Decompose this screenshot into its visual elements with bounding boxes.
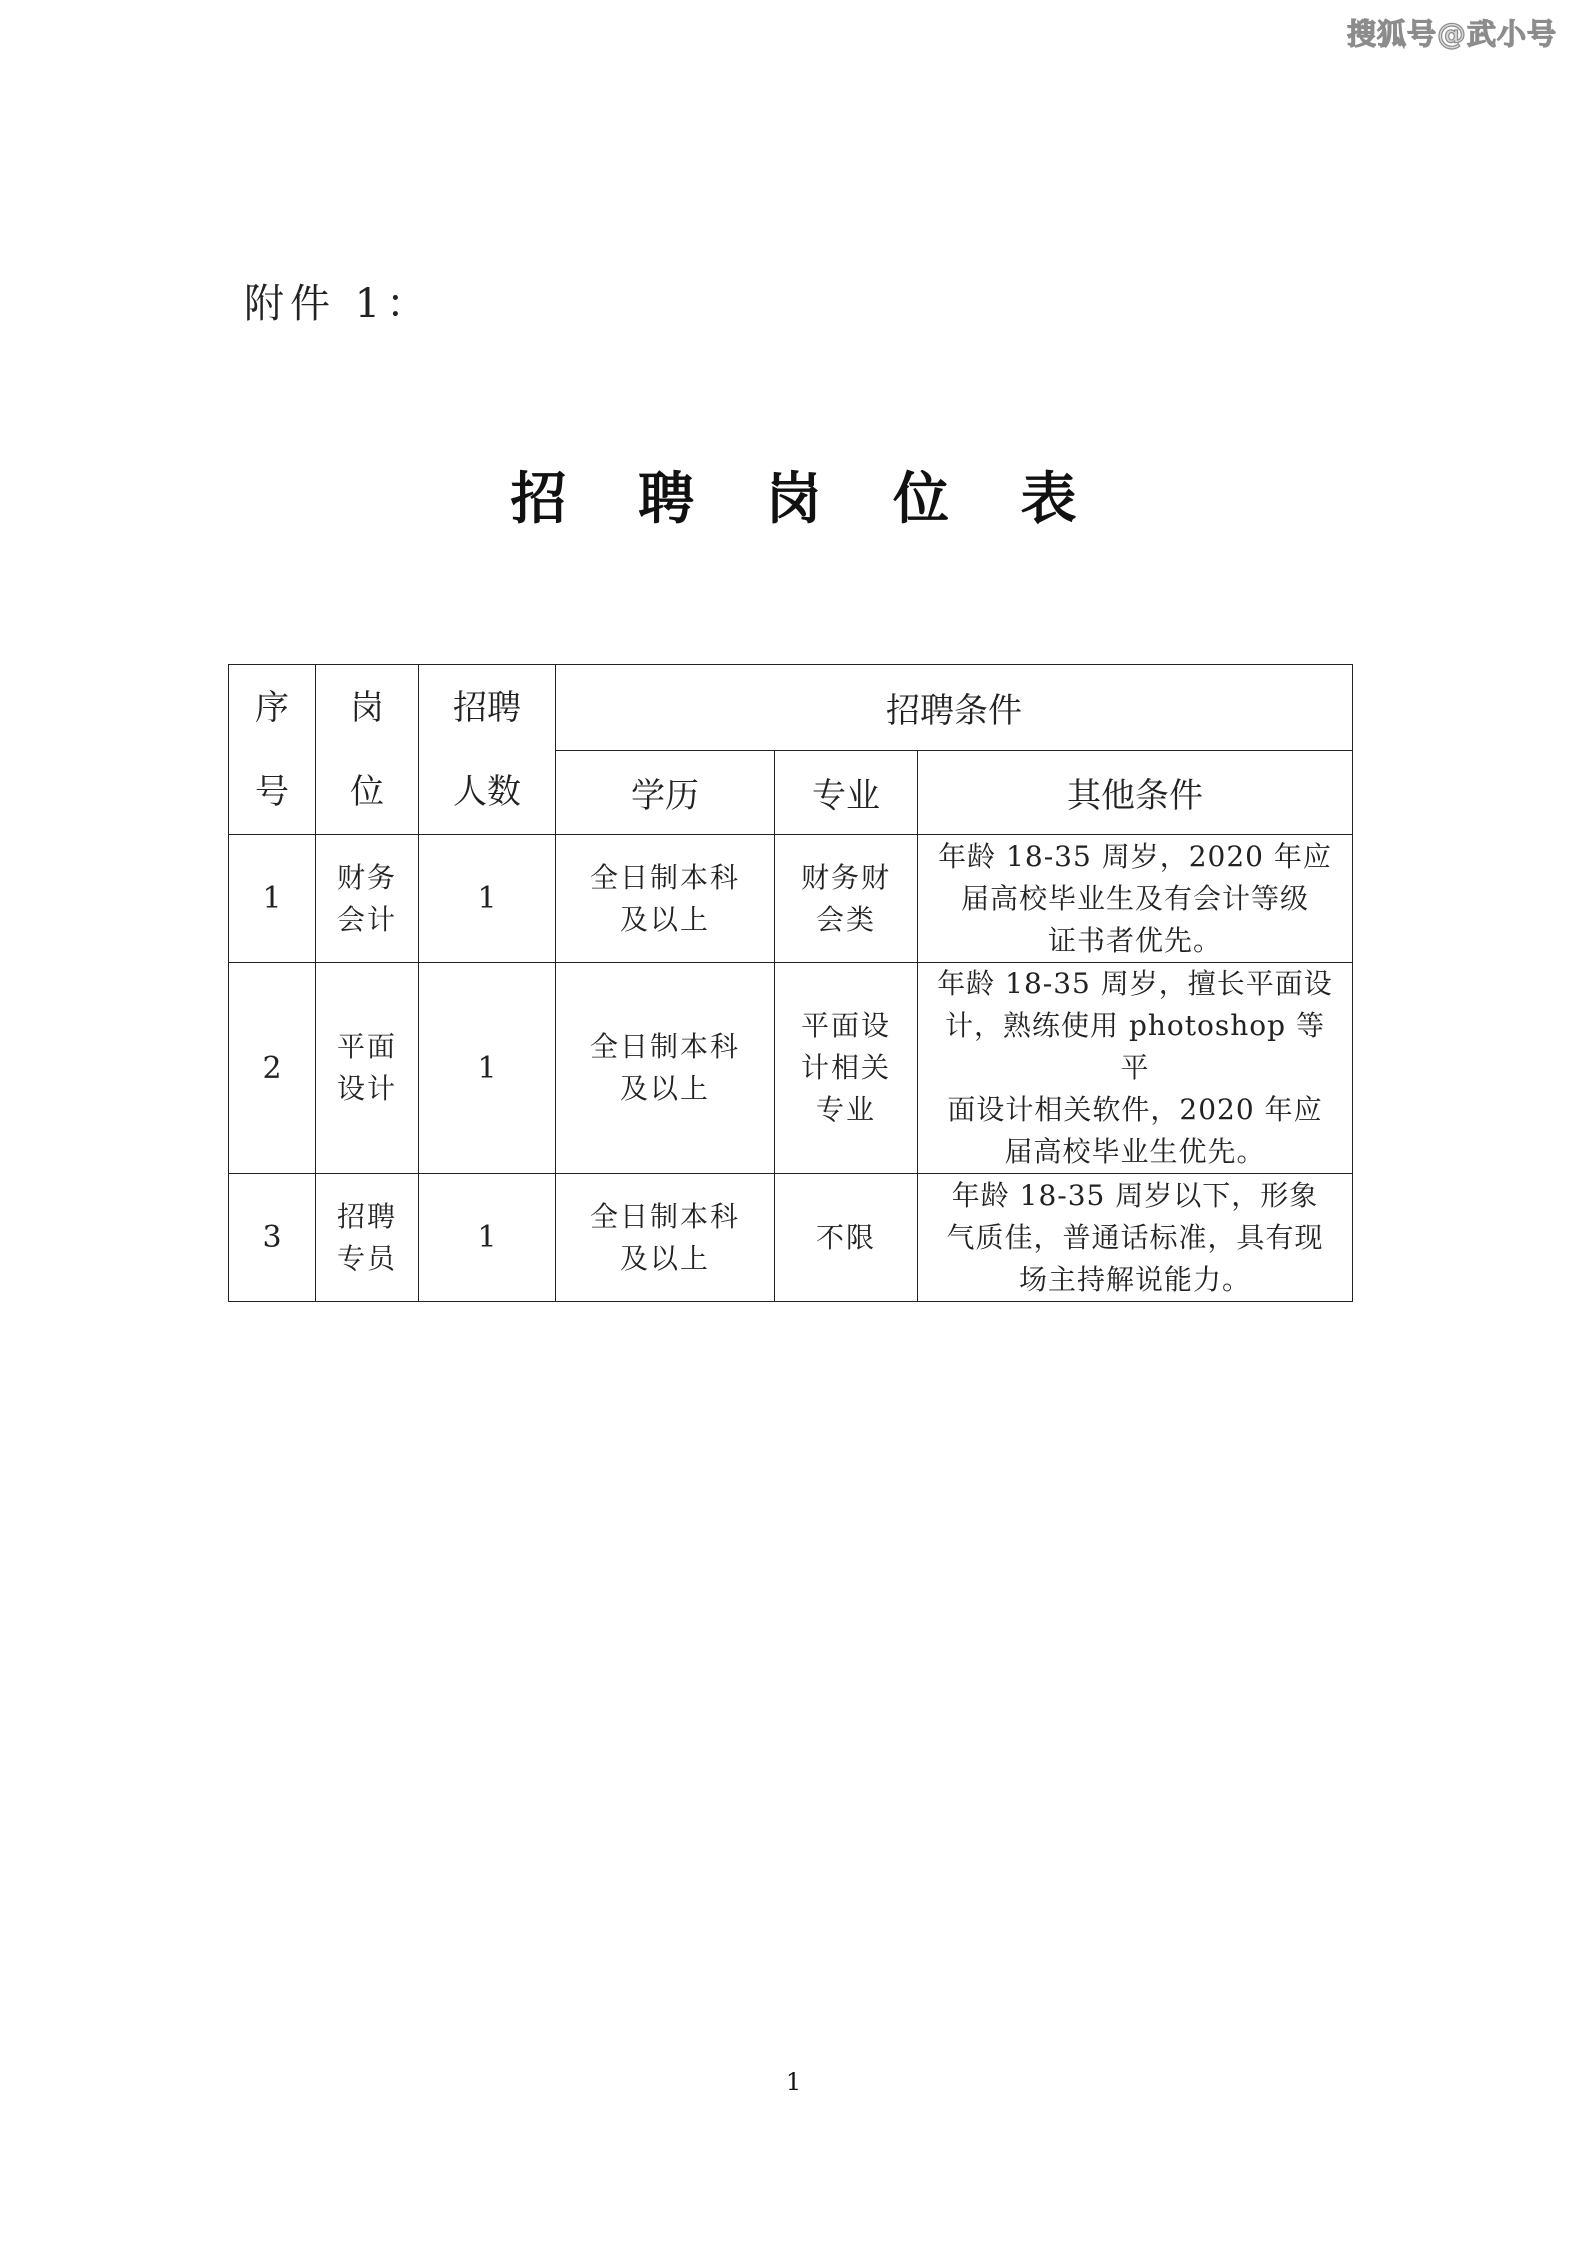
cell-other-line: 届高校毕业生优先。 [1004, 1135, 1266, 1168]
page-number: 1 [785, 2068, 802, 2096]
header-other: 其他条件 [918, 751, 1353, 835]
cell-major [775, 963, 918, 1174]
header-conditions: 招聘条件 [556, 665, 1353, 751]
cell-education-line1: 全日制本科 [589, 1199, 740, 1233]
header-post [316, 665, 419, 835]
header-seq-line1: 序 [255, 687, 289, 728]
cell-education [556, 963, 775, 1174]
cell-other-line: 面设计相关软件，2020 年应 [947, 1093, 1323, 1126]
header-count-line1: 招聘 [453, 687, 521, 728]
header-seq [229, 665, 316, 835]
cell-other-conditions [918, 1174, 1353, 1302]
cell-other-line: 气质佳，普通话标准，具有现 [946, 1220, 1324, 1254]
cell-major-line: 不限 [815, 1220, 876, 1254]
cell-post-line1: 财务 [336, 860, 397, 894]
header-count-line2: 人数 [453, 771, 521, 812]
cell-major-line: 财务财 [800, 860, 891, 894]
cell-post-line2: 专员 [336, 1241, 397, 1275]
table-row [229, 963, 1353, 1174]
header-count [419, 665, 556, 835]
cell-other-line: 证书者优先。 [1048, 923, 1223, 957]
cell-other-line: 计，熟练使用 photoshop 等平 [945, 1009, 1325, 1084]
cell-seq: 1 [229, 835, 316, 963]
page-title: 招 聘 岗 位 表 [510, 466, 1103, 532]
cell-major-line: 平面设 [800, 1009, 891, 1042]
header-seq-line2: 号 [255, 771, 289, 812]
cell-major-line: 计相关 [800, 1051, 891, 1084]
recruitment-table [228, 664, 1353, 1302]
cell-post [316, 963, 419, 1174]
cell-other-conditions [918, 963, 1353, 1174]
cell-post-line1: 招聘 [336, 1199, 397, 1233]
cell-seq: 2 [229, 963, 316, 1174]
cell-seq: 3 [229, 1174, 316, 1302]
cell-education-line1: 全日制本科 [589, 1030, 740, 1063]
cell-count: 1 [419, 1174, 556, 1302]
cell-education [556, 835, 775, 963]
header-post-line2: 位 [350, 771, 384, 812]
cell-count: 1 [419, 835, 556, 963]
table-row [229, 835, 1353, 963]
cell-major [775, 1174, 918, 1302]
cell-other-line: 年龄 18-35 周岁，2020 年应 [938, 839, 1332, 873]
cell-major-line: 专业 [815, 1093, 876, 1126]
cell-major-line: 会类 [815, 902, 876, 936]
attachment-label: 附件 1： [244, 281, 433, 327]
cell-other-line: 年龄 18-35 周岁，擅长平面设 [937, 967, 1333, 1000]
cell-education-line2: 及以上 [619, 1241, 710, 1275]
cell-education-line2: 及以上 [619, 902, 710, 936]
header-post-line1: 岗 [350, 687, 384, 728]
cell-post-line2: 设计 [336, 1072, 397, 1105]
table-row [229, 1174, 1353, 1302]
cell-other-line: 场主持解说能力。 [1019, 1262, 1252, 1296]
cell-other-line: 届高校毕业生及有会计等级 [961, 881, 1310, 915]
cell-education [556, 1174, 775, 1302]
cell-post-line2: 会计 [336, 902, 397, 936]
watermark-text: 搜狐号@武小号 [1346, 17, 1557, 51]
cell-other-conditions [918, 835, 1353, 963]
cell-education-line2: 及以上 [619, 1072, 710, 1105]
cell-post [316, 835, 419, 963]
cell-post [316, 1174, 419, 1302]
cell-post-line1: 平面 [336, 1030, 397, 1063]
cell-education-line1: 全日制本科 [589, 860, 740, 894]
header-row-1 [229, 665, 1353, 751]
cell-major [775, 835, 918, 963]
header-education: 学历 [556, 751, 775, 835]
header-major: 专业 [775, 751, 918, 835]
cell-other-line: 年龄 18-35 周岁以下，形象 [951, 1178, 1319, 1212]
cell-count: 1 [419, 963, 556, 1174]
